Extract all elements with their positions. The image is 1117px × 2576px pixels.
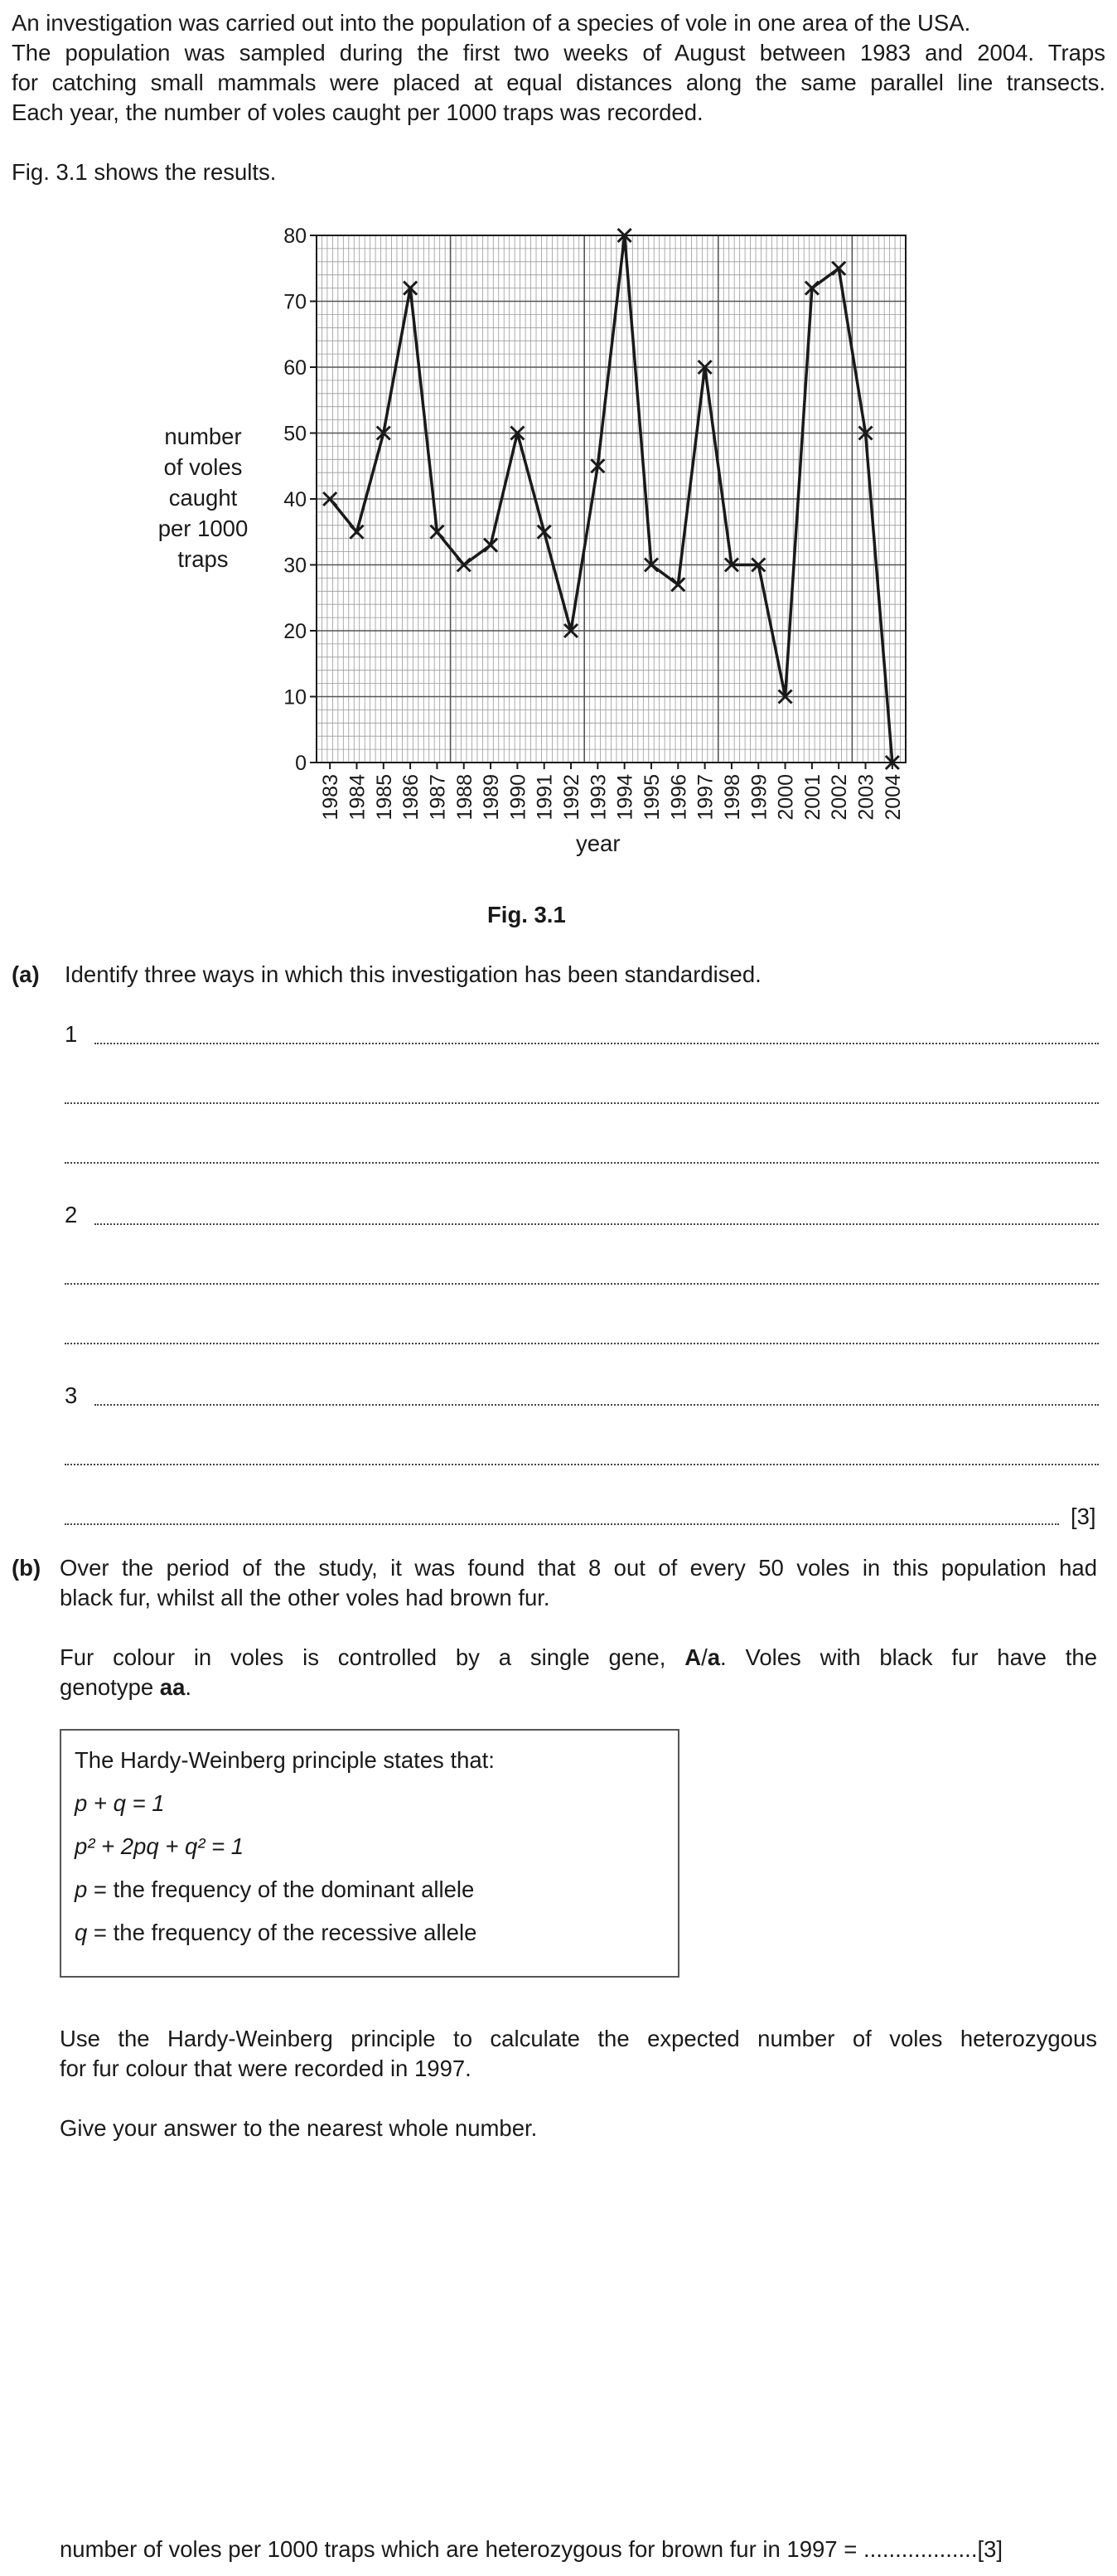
y-axis-label-line: of voles xyxy=(163,454,243,480)
final-answer-line xyxy=(60,2535,1003,2564)
answer-line-1a[interactable] xyxy=(94,1043,1099,1044)
x-tick-label: 2004 xyxy=(881,774,905,821)
hw-def-q xyxy=(75,1911,665,1954)
answer-line-3a[interactable] xyxy=(94,1404,1099,1406)
x-tick-label: 1999 xyxy=(747,774,771,821)
y-tick-label: 70 xyxy=(283,290,307,314)
answer-line-3b[interactable] xyxy=(65,1464,1099,1465)
part-b-line-2: black fur, whilst all the other voles had brown fur. xyxy=(60,1585,550,1610)
answer-line-2a[interactable] xyxy=(94,1223,1099,1225)
x-tick-label: 1988 xyxy=(452,774,476,821)
fig-reference: Fig. 3.1 shows the results. xyxy=(12,159,277,185)
fur-text: . xyxy=(185,1674,192,1700)
genotype-aa: aa xyxy=(159,1674,186,1700)
part-a-label: (a) xyxy=(12,961,40,987)
y-tick-label: 60 xyxy=(283,356,307,380)
x-tick-label: 1984 xyxy=(346,774,370,821)
x-tick-label: 2002 xyxy=(828,774,852,821)
hw-def-p-text: = the frequency of the dominant allele xyxy=(87,1876,475,1902)
final-answer-dots[interactable]: .................. xyxy=(863,2536,978,2562)
x-tick-label: 1996 xyxy=(667,774,691,821)
fur-colour-line-1 xyxy=(60,1643,1097,1673)
x-tick-label: 1998 xyxy=(720,774,744,821)
hw-def-p xyxy=(75,1868,665,1911)
answer-line-2c[interactable] xyxy=(65,1343,1099,1344)
fur-text: Fur colour in voles is controlled by a single gene, xyxy=(60,1644,685,1670)
y-tick-label: 0 xyxy=(295,752,307,775)
use-hw-line-2: for fur colour that were recorded in 1997. xyxy=(60,2055,471,2081)
answer-line-2b[interactable] xyxy=(65,1283,1099,1285)
x-tick-label: 1991 xyxy=(533,774,557,821)
y-axis-label-line: per 1000 xyxy=(157,516,249,541)
part-a-question: Identify three ways in which this investigation has been standardised. xyxy=(65,961,762,987)
answer-number-2: 2 xyxy=(65,1202,78,1227)
final-answer-text: number of voles per 1000 traps which are heterozygous for brown fur in 1997 = xyxy=(60,2536,863,2562)
part-a-marks: [3] xyxy=(1071,1503,1096,1529)
y-tick-label: 30 xyxy=(283,554,307,578)
x-tick-label: 1992 xyxy=(560,774,584,821)
x-tick-label: 1983 xyxy=(319,774,343,821)
part-b-line-1: Over the period of the study, it was found that 8 out of every 50 voles in this population had xyxy=(60,1555,1097,1581)
intro-line-1: An investigation was carried out into the population of a species of vole in one area of the USA. xyxy=(12,10,971,36)
gene-dominant: A xyxy=(684,1644,702,1670)
x-tick-label: 1993 xyxy=(587,774,611,821)
x-tick-label: 2003 xyxy=(854,774,878,821)
x-tick-label: 2001 xyxy=(800,774,824,821)
vole-population-chart xyxy=(0,0,1117,862)
fur-text: . Voles with black fur have the xyxy=(720,1644,1098,1670)
y-tick-label: 80 xyxy=(283,225,307,248)
gene-slash: / xyxy=(701,1644,708,1670)
x-tick-label: 2000 xyxy=(774,774,798,821)
answer-line-3c[interactable] xyxy=(65,1523,1059,1525)
x-tick-label: 1990 xyxy=(506,774,530,821)
x-tick-label: 1995 xyxy=(640,774,664,821)
hw-heading: The Hardy-Weinberg principle states that: xyxy=(75,1747,495,1773)
x-tick-label: 1989 xyxy=(480,774,504,821)
fur-colour-line-2 xyxy=(60,1673,191,1702)
hw-symbol-q: q xyxy=(75,1920,88,1945)
hw-equation-1: p + q = 1 xyxy=(75,1790,165,1816)
part-b-marks: [3] xyxy=(977,2536,1003,2562)
y-tick-label: 50 xyxy=(283,422,307,446)
answer-number-3: 3 xyxy=(65,1382,78,1408)
gene-recessive: a xyxy=(707,1644,721,1670)
answer-line-1c[interactable] xyxy=(65,1162,1099,1164)
x-tick-label: 1986 xyxy=(399,774,423,821)
x-tick-label: 1985 xyxy=(372,774,396,821)
y-axis-label-line: traps xyxy=(177,546,229,572)
answer-line-1b[interactable] xyxy=(65,1102,1099,1104)
hw-symbol-p: p xyxy=(75,1876,88,1902)
figure-caption: Fig. 3.1 xyxy=(487,902,566,927)
hw-equation-2: p² + 2pq + q² = 1 xyxy=(75,1833,244,1859)
x-tick-label: 1994 xyxy=(613,774,637,821)
intro-line-2: The population was sampled during the first two weeks of August between 1983 and 2004. Traps xyxy=(12,40,1105,65)
part-b-label: (b) xyxy=(12,1555,41,1581)
y-tick-label: 40 xyxy=(283,488,307,511)
intro-line-4: Each year, the number of voles caught per 1000 traps was recorded. xyxy=(12,99,704,125)
y-tick-label: 10 xyxy=(283,685,307,709)
x-tick-label: 1987 xyxy=(426,774,450,821)
hw-def-q-text: = the frequency of the recessive allele xyxy=(87,1920,477,1945)
y-axis-label-line: number xyxy=(164,424,242,449)
fur-text: genotype xyxy=(60,1674,160,1700)
nearest-whole-number: Give your answer to the nearest whole number. xyxy=(60,2115,538,2141)
answer-number-1: 1 xyxy=(65,1021,78,1047)
y-tick-label: 20 xyxy=(283,620,307,643)
y-axis-label-line: caught xyxy=(168,485,238,511)
x-axis-label: year xyxy=(576,830,621,856)
use-hw-line-1: Use the Hardy-Weinberg principle to calculate the expected number of voles heterozygous xyxy=(60,2026,1097,2051)
x-tick-label: 1997 xyxy=(694,774,718,821)
hardy-weinberg-box xyxy=(60,1729,679,1978)
intro-line-3: for catching small mammals were placed at equal distances along the same parallel line transects. xyxy=(12,70,1105,95)
